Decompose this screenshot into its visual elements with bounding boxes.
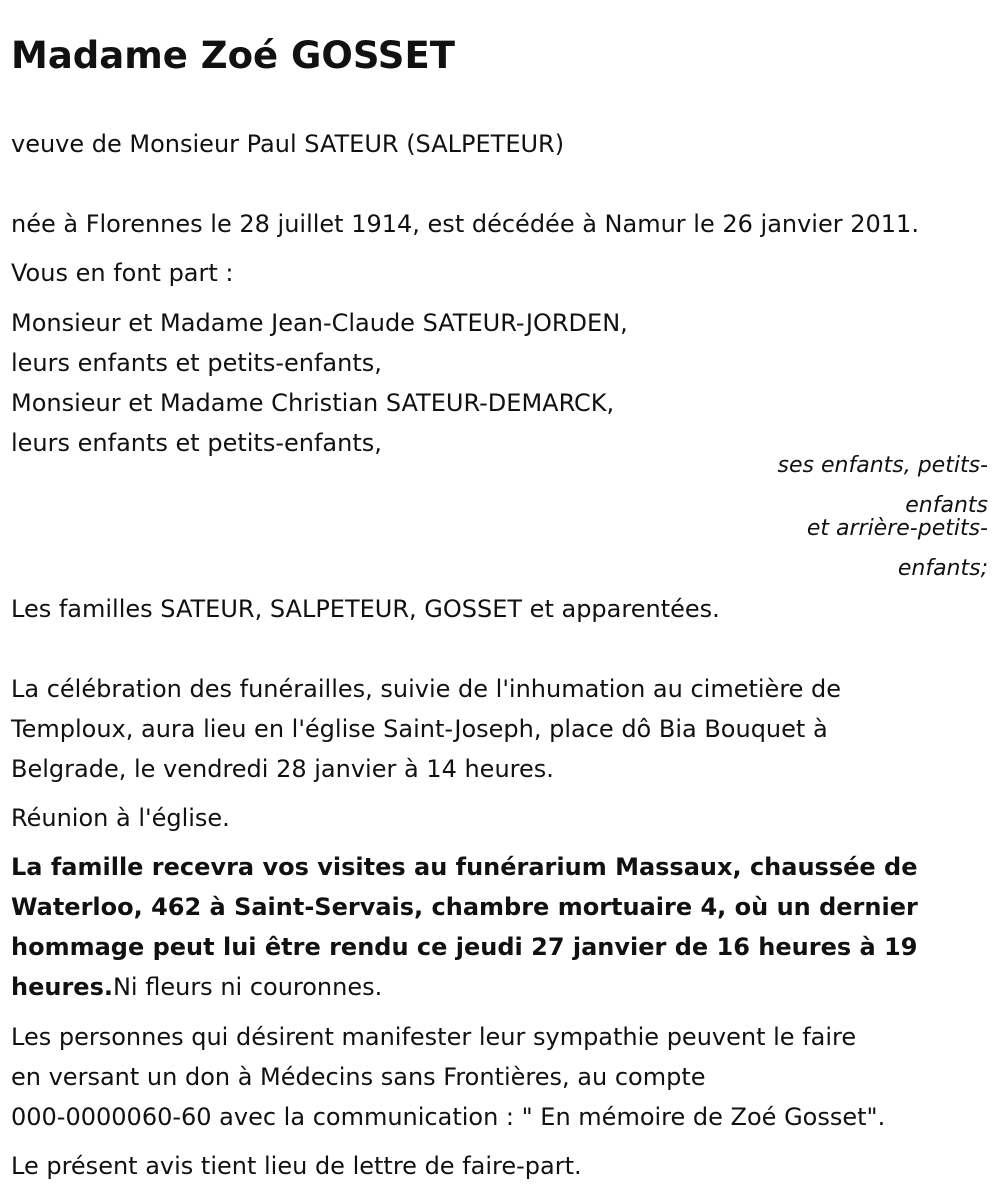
- visit-last-bold: heures.: [11, 973, 113, 1001]
- meeting-line: Réunion à l'église.: [11, 804, 230, 832]
- announce-line: Vous en font part :: [11, 259, 234, 287]
- families-line: Les familles SATEUR, SALPETEUR, GOSSET et apparentées.: [11, 595, 720, 623]
- family-line: leurs enfants et petits-enfants,: [11, 429, 382, 457]
- right-italic-line: ses enfants, petits-: [777, 453, 988, 478]
- visit-paragraph: [11, 847, 991, 1007]
- ceremony-line: Temploux, aura lieu en l'église Saint-Joseph, place dô Bia Bouquet à: [11, 715, 828, 743]
- family-line: Monsieur et Madame Christian SATEUR-DEMARCK,: [11, 389, 615, 417]
- ceremony-line: Belgrade, le vendredi 28 janvier à 14 heures.: [11, 755, 554, 783]
- right-italic-line: enfants;: [897, 556, 988, 581]
- visit-last-line: [11, 967, 991, 1007]
- family-line: Monsieur et Madame Jean-Claude SATEUR-JORDEN,: [11, 309, 628, 337]
- ceremony-paragraph: [11, 669, 991, 789]
- family-line: leurs enfants et petits-enfants,: [11, 349, 382, 377]
- donation-line: 000-0000060-60 avec la communication : " En mémoire de Zoé Gosset".: [11, 1103, 886, 1131]
- right-italic-line: et arrière-petits-: [806, 516, 988, 541]
- family-list: [11, 303, 991, 463]
- donation-line: Les personnes qui désirent manifester leur sympathie peuvent le faire: [11, 1023, 857, 1051]
- notice-title: Madame Zoé GOSSET: [11, 34, 455, 77]
- donation-paragraph: [11, 1017, 991, 1137]
- no-flowers-text: Ni fleurs ni couronnes.: [112, 973, 383, 1001]
- closing-line: Le présent avis tient lieu de lettre de faire-part.: [11, 1152, 582, 1180]
- visit-line: hommage peut lui être rendu ce jeudi 27 janvier de 16 heures à 19: [11, 933, 918, 961]
- birth-death-line: née à Florennes le 28 juillet 1914, est décédée à Namur le 26 janvier 2011.: [11, 210, 919, 238]
- ceremony-line: La célébration des funérailles, suivie de l'inhumation au cimetière de: [11, 675, 842, 703]
- right-italic-line: enfants: [905, 493, 988, 518]
- visit-line: La famille recevra vos visites au funérarium Massaux, chaussée de: [11, 853, 918, 881]
- widow-line: veuve de Monsieur Paul SATEUR (SALPETEUR): [11, 130, 565, 158]
- visit-line: Waterloo, 462 à Saint-Servais, chambre mortuaire 4, où un dernier: [11, 893, 918, 921]
- donation-line: en versant un don à Médecins sans Frontières, au compte: [11, 1063, 706, 1091]
